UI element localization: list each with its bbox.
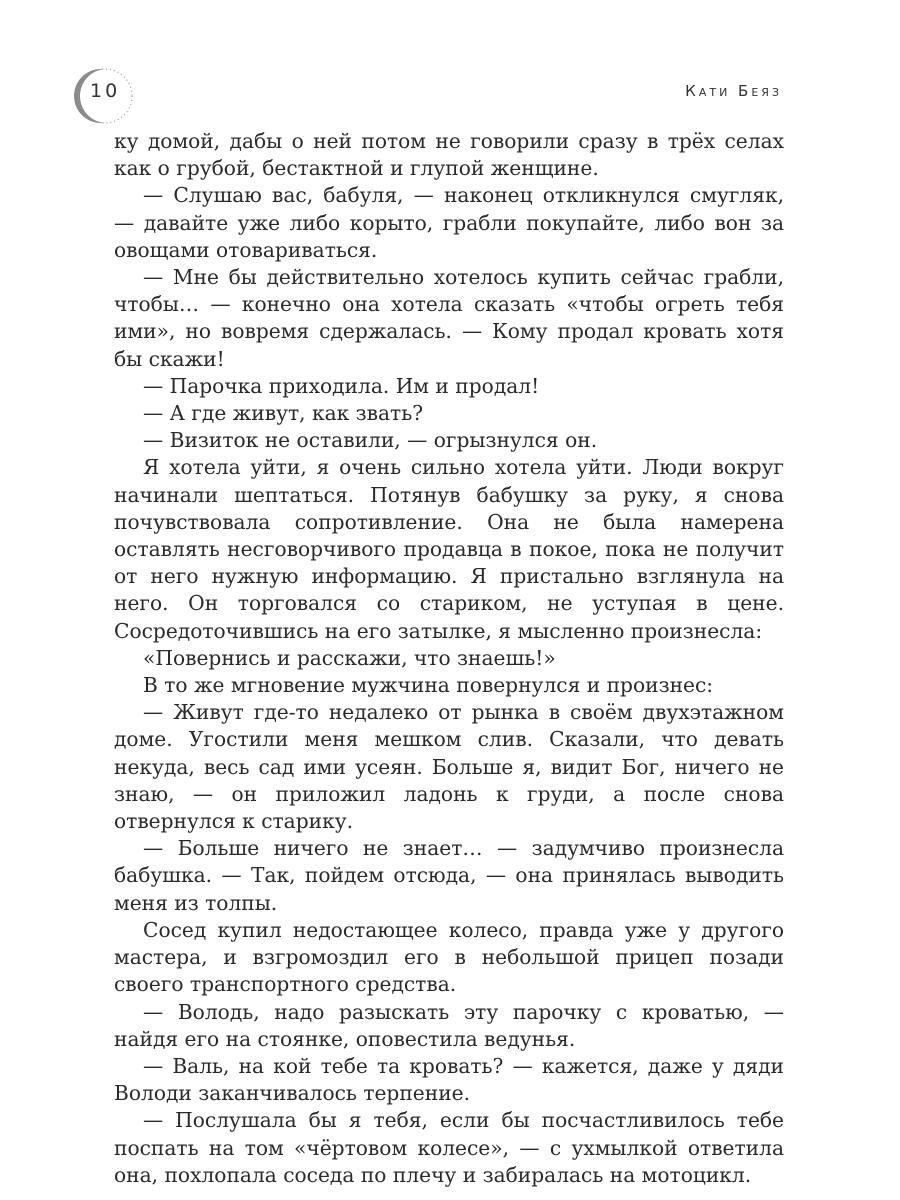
page-number: 10 xyxy=(90,80,121,102)
paragraph: — А где живут, как звать? xyxy=(143,401,424,426)
paragraph: — Больше ничего не знает… — задумчиво произнесла бабушка. — Так, пойдем отсюда, — она принялась выводить меня из толпы. xyxy=(114,836,784,915)
paragraph: — Парочка приходила. Им и продал! xyxy=(143,373,540,398)
paragraph: В то же мгновение мужчина повернулся и произнес: xyxy=(143,673,714,698)
body-text xyxy=(114,128,784,1189)
paragraph: — Живут где-то недалеко от рынка в своём двухэтажном доме. Угостили меня мешком слив. Сказали, что девать некуда, весь сад ими усеян. Больше я, видит Бог, ничего не знаю, — он приложил ладонь к груди, а после снова отвернулся к старику. xyxy=(114,700,784,834)
paragraph: — Слушаю вас, бабуля, — наконец откликнулся смугляк, — давайте уже либо корыто, грабли покупайте, либо вон за овощами отовариваться. xyxy=(114,183,784,262)
paragraph: «Повернись и расскажи, что знаешь!» xyxy=(143,645,556,670)
paragraph: Сосед купил недостающее колесо, правда уже у другого мастера, и взгромоздил его в небольшой прицеп позади своего транспортного средства. xyxy=(114,917,784,997)
paragraph: Я хотела уйти, я очень сильно хотела уйти. Люди вокруг начинали шептаться. Потянув бабушку за руку, я снова почувствовала сопротивление. Она не была намерена оставлять несговорчивого продавца в покое, пока не получит от него нужную информацию. Я пристально взглянула на него. Он торговался со стариком, не уступая в цене. Сосредоточившись на его затылке, я мысленно произнесла: xyxy=(114,455,784,643)
paragraph: ку домой, дабы о ней потом не говорили сразу в трёх селах как о грубой, бестактной и глупой женщине. xyxy=(114,129,784,181)
page-number-badge xyxy=(70,64,134,128)
paragraph: — Визиток не оставили, — огрызнулся он. xyxy=(143,428,598,453)
paragraph: — Мне бы действительно хотелось купить сейчас грабли, чтобы… — конечно она хотела сказать «чтобы огреть тебя ими», но вовремя сдержалась. — Кому продал кровать хотя бы скажи! xyxy=(114,265,784,371)
paragraph: — Послушала бы я тебя, если бы посчастливилось тебе поспать на том «чёртовом колесе», — с ухмылкой ответила она, похлопала соседа по плечу и забиралась на мотоцикл. xyxy=(114,1108,784,1187)
running-head-author: Кати Беяз xyxy=(685,82,782,100)
paragraph: — Валь, на кой тебе та кровать? — кажется, даже у дяди Володи заканчивалось терпение. xyxy=(114,1053,784,1106)
paragraph: — Володь, надо разыскать эту парочку с кроватью, — найдя его на стоянке, оповестила ведунья. xyxy=(114,999,784,1051)
